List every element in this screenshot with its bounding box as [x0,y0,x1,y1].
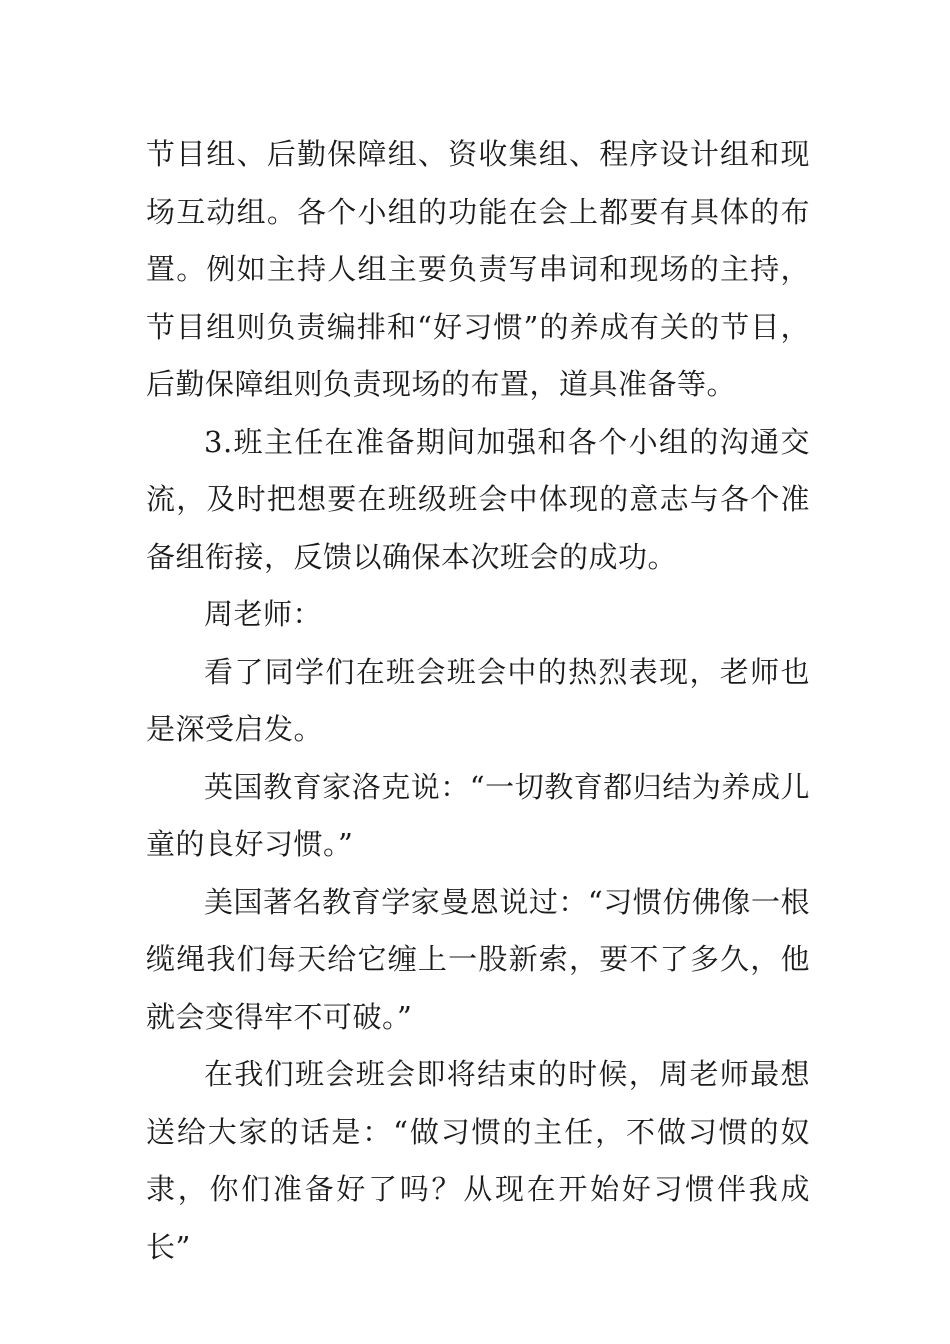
paragraph-quote-locke: 英国教育家洛克说：“一切教育都归结为养成儿童的良好习惯。” [146,769,810,861]
paragraph-quote-mann: 美国著名教育学家曼恩说过：“习惯仿佛像一根缆绳我们每天给它缠上一股新索，要不了多久，他就会变得牢不可破。” [146,884,810,1034]
paragraph-closing: 在我们班会班会即将结束的时候，周老师最想送给大家的话是：“做习惯的主任，不做习惯的奴隶，你们准备好了吗？从现在开始好习惯伴我成长” [146,1057,810,1264]
paragraph-item-3: 3.班主任在准备期间加强和各个小组的沟通交流，及时把想要在班级班会中体现的意志与各个准备组衔接，反馈以确保本次班会的成功。 [146,424,810,574]
body-text [146,126,810,1276]
paragraph-reflection: 看了同学们在班会班会中的热烈表现，老师也是深受启发。 [146,654,810,746]
paragraph-groups: 节目组、后勤保障组、资收集组、程序设计组和现场互动组。各个小组的功能在会上都要有具体的布置。例如主持人组主要负责写串词和现场的主持，节目组则负责编排和“好习惯”的养成有关的节目，后勤保障组则负责现场的布置，道具准备等。 [146,137,810,401]
paragraph-speaker: 周老师： [204,597,323,631]
